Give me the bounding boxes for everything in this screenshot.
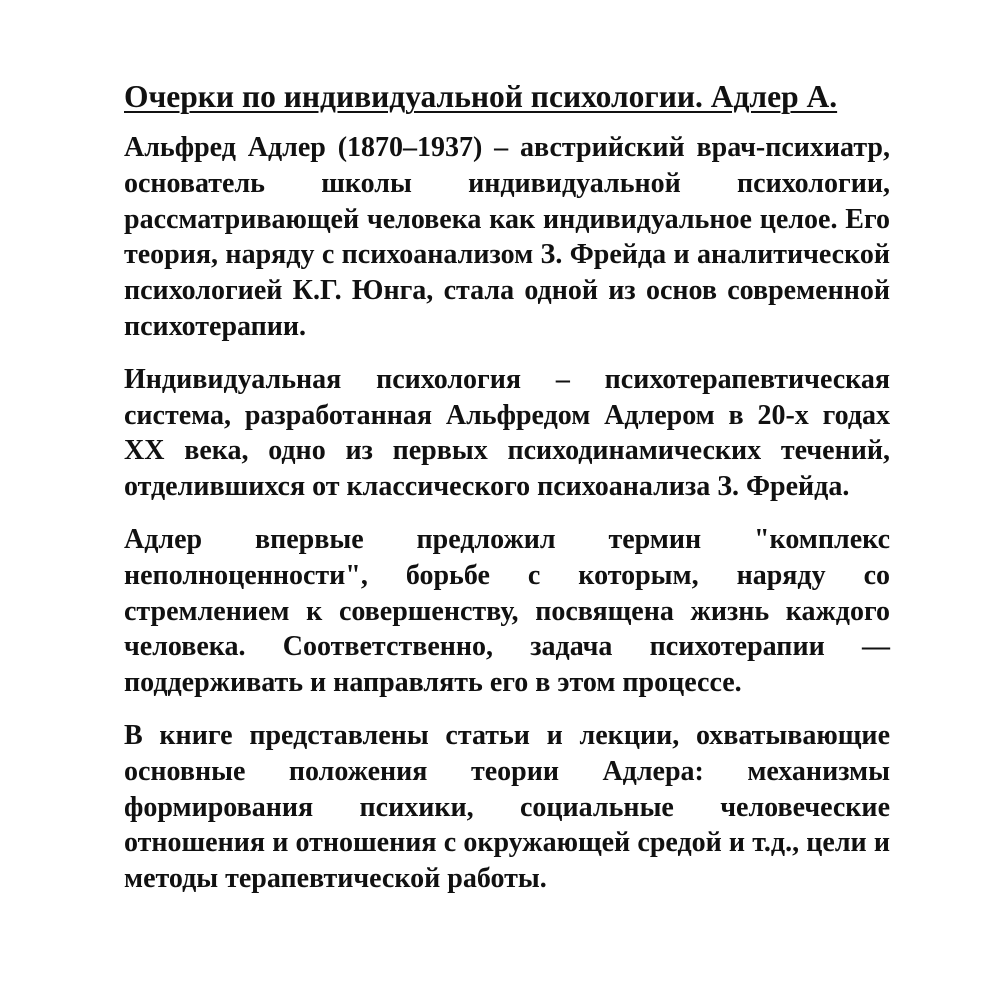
- paragraph-book-contents: В книге представлены статьи и лекции, охватывающие основные положения теории Адлера: механизмы формирования психики, социальные человеческие отношения и отношения с окружающей средой и т.д., цели и методы терапевтической работы.: [124, 719, 890, 895]
- paragraph-adler-bio: Альфред Адлер (1870–1937) – австрийский врач-психиатр, основатель школы индивидуальной психологии, рассматривающей человека как индивидуальное целое. Его теория, наряду с психоанализом З. Фрейда и аналитической психологией К.Г. Юнга, стала одной из основ современной психотерапии.: [124, 132, 890, 342]
- document-body: [124, 78, 890, 914]
- paragraph-inferiority-complex: Адлер впервые предложил термин "комплекс неполноценности", борьбе с которым, наряду со стремлением к совершенству, посвящена жизнь каждого человека. Соответственно, задача психотерапии — поддерживать и направлять его в этом процессе.: [124, 523, 890, 699]
- paragraph-individual-psychology: Индивидуальная психология – психотерапевтическая система, разработанная Альфредом Адлером в 20-х годах XX века, одно из первых психодинамических течений, отделившихся от классического психоанализа З. Фрейда.: [124, 363, 890, 503]
- document-title: Очерки по индивидуальной психологии. Адлер А.: [124, 79, 838, 114]
